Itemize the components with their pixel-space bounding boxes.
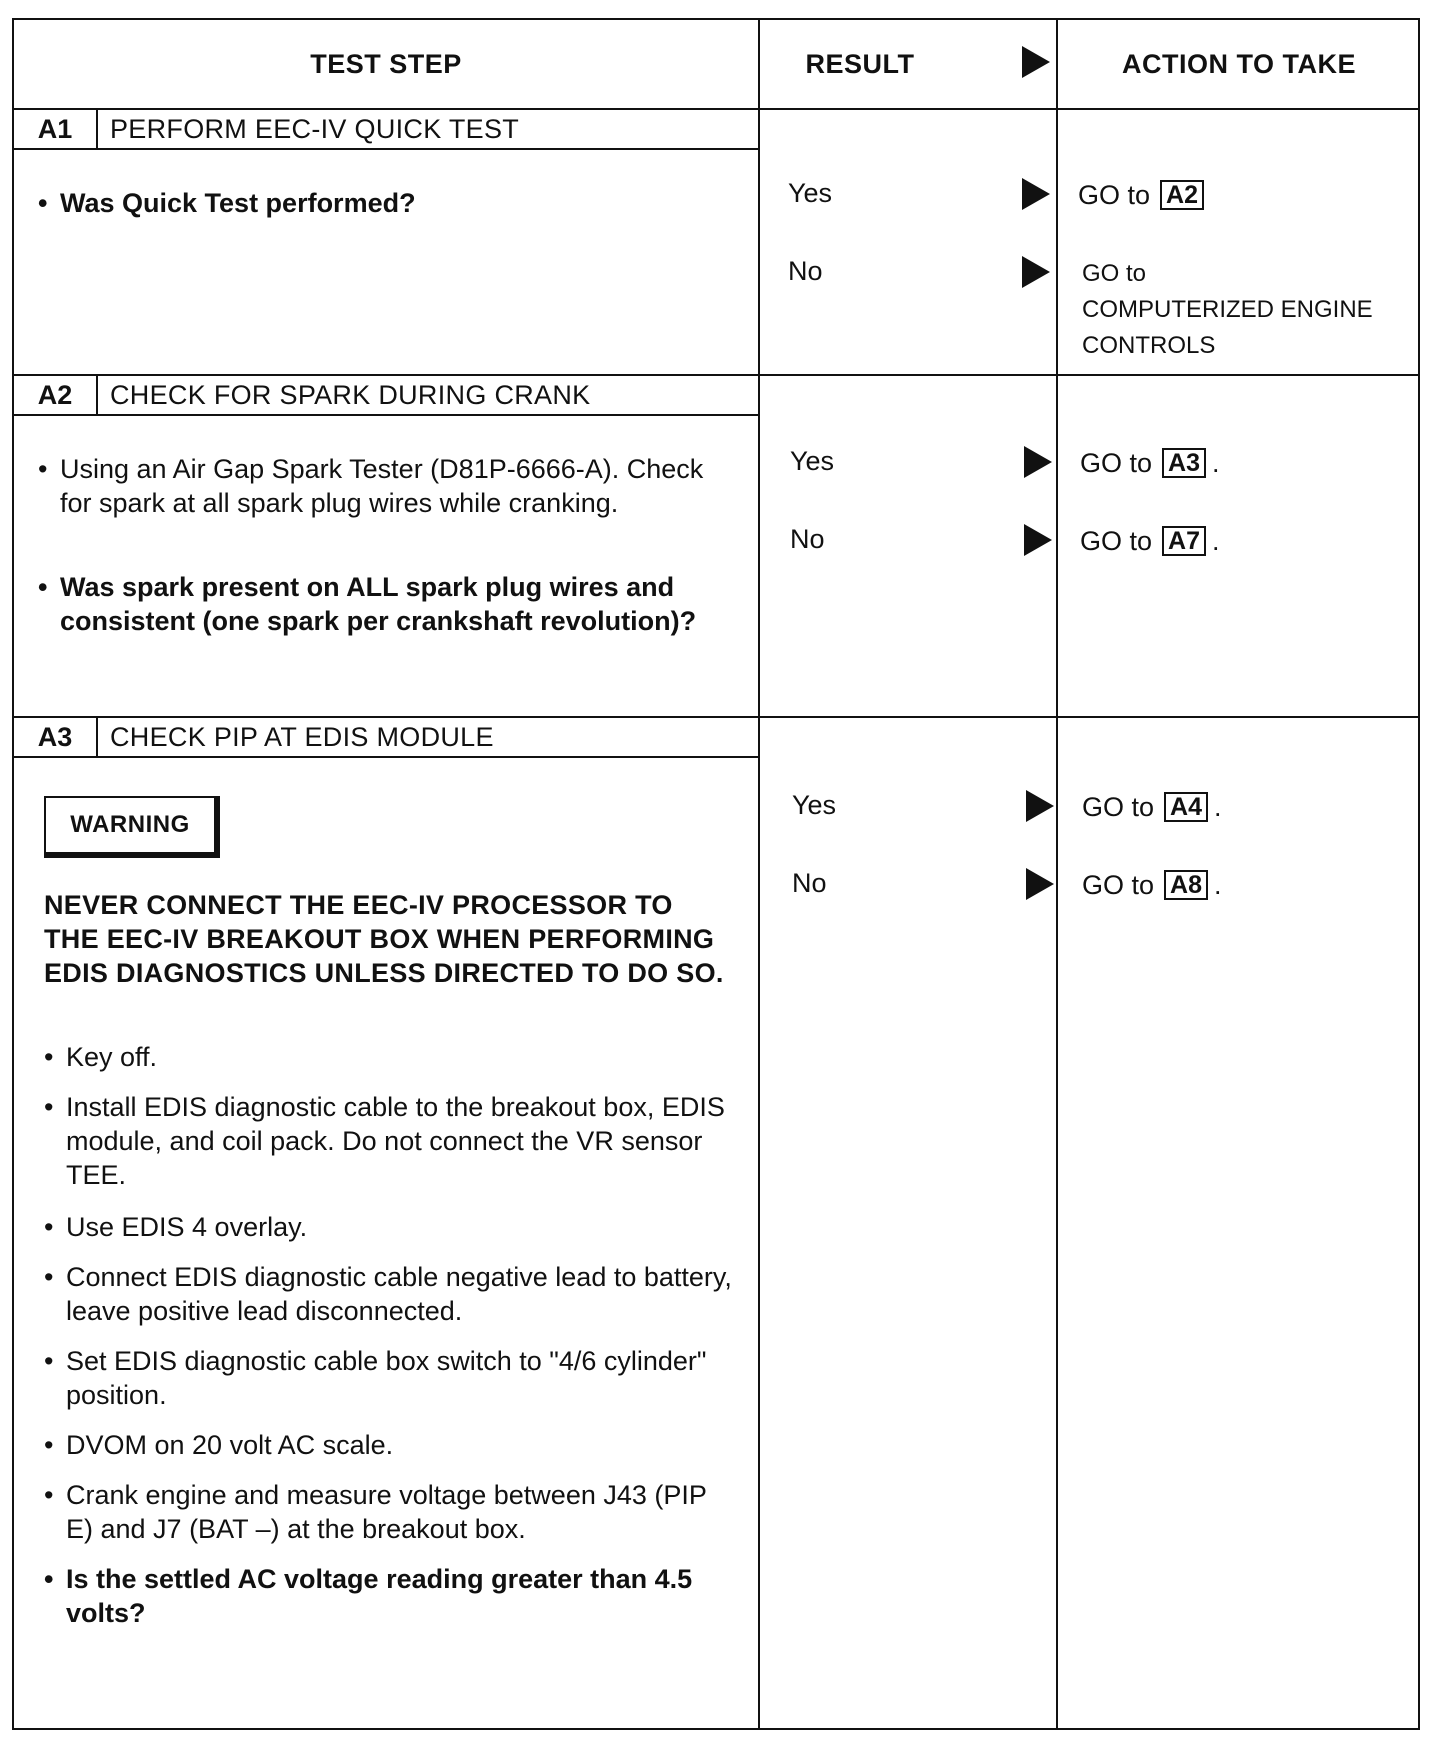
- header-test-step: TEST STEP: [310, 48, 462, 79]
- column-divider-result: [758, 20, 760, 1728]
- step-label-a2: [14, 376, 758, 416]
- action-suffix: .: [1212, 525, 1220, 556]
- step-instruction: • Crank engine and measure voltage between J43 (PIP E) and J7 (BAT –) at the breakout box.: [44, 1478, 734, 1546]
- result-label: Yes: [790, 446, 835, 476]
- result-arrow-icon: [1022, 178, 1050, 210]
- step-label-a1: [14, 110, 758, 150]
- header-arrow-icon: [1022, 46, 1050, 78]
- step-reference: A7: [1162, 526, 1206, 556]
- result-arrow-icon: [1026, 790, 1054, 822]
- result-label: No: [790, 524, 825, 554]
- action-goto-computerized: GO to COMPUTERIZED ENGINE CONTROLS: [1082, 260, 1373, 359]
- step-number: A2: [14, 376, 98, 414]
- action-prefix: GO to: [1082, 869, 1155, 900]
- action-goto: [1082, 868, 1222, 902]
- step-number: A3: [14, 718, 98, 756]
- step-label-a3: [14, 718, 758, 758]
- step-number: A1: [14, 110, 98, 148]
- step-instruction: • Using an Air Gap Spark Tester (D81P-6666-A). Check for spark at all spark plug wires while cranking.: [38, 452, 738, 520]
- action-goto: [1078, 178, 1204, 212]
- step-question: • Was Quick Test performed?: [38, 186, 738, 220]
- action-suffix: .: [1214, 791, 1222, 822]
- column-divider-action: [1056, 20, 1058, 1728]
- header-action: ACTION TO TAKE: [1122, 48, 1356, 79]
- action-prefix: GO to: [1080, 447, 1153, 478]
- action-suffix: .: [1214, 869, 1222, 900]
- step-reference: A3: [1162, 448, 1206, 478]
- step-instruction: • Use EDIS 4 overlay.: [44, 1210, 734, 1244]
- action-suffix: .: [1212, 447, 1220, 478]
- step-question: • Was spark present on ALL spark plug wires and consistent (one spark per crankshaft revolution)?: [38, 570, 738, 638]
- header-result: RESULT: [805, 48, 915, 79]
- step-instruction: • Connect EDIS diagnostic cable negative lead to battery, leave positive lead disconnected.: [44, 1260, 734, 1328]
- step-instruction: • Install EDIS diagnostic cable to the breakout box, EDIS module, and coil pack. Do not connect the VR sensor TEE.: [44, 1090, 734, 1192]
- action-goto: [1080, 524, 1220, 558]
- step-title: CHECK PIP AT EDIS MODULE: [110, 721, 494, 752]
- result-label: No: [788, 256, 823, 286]
- step-title: PERFORM EEC-IV QUICK TEST: [110, 113, 520, 144]
- action-goto: [1080, 446, 1220, 480]
- test-procedure-table: [12, 18, 1420, 1730]
- result-label: No: [792, 868, 827, 898]
- step-instruction: • Key off.: [44, 1040, 734, 1074]
- step-question: • Is the settled AC voltage reading greater than 4.5 volts?: [44, 1562, 734, 1630]
- action-prefix: GO to: [1078, 179, 1151, 210]
- action-prefix: GO to: [1080, 525, 1153, 556]
- warning-label: WARNING: [44, 796, 220, 858]
- step-reference: A2: [1160, 180, 1204, 210]
- result-arrow-icon: [1024, 446, 1052, 478]
- action-goto: [1082, 790, 1222, 824]
- result-arrow-icon: [1026, 868, 1054, 900]
- step-title: CHECK FOR SPARK DURING CRANK: [110, 379, 591, 410]
- result-arrow-icon: [1024, 524, 1052, 556]
- step-reference: A8: [1164, 870, 1208, 900]
- step-instruction: • Set EDIS diagnostic cable box switch to "4/6 cylinder" position.: [44, 1344, 734, 1412]
- warning-text: NEVER CONNECT THE EEC-IV PROCESSOR TO THE EEC-IV BREAKOUT BOX WHEN PERFORMING EDIS DIAGNOSTICS UNLESS DIRECTED TO DO SO.: [44, 890, 724, 988]
- result-label: Yes: [792, 790, 837, 820]
- step-reference: A4: [1164, 792, 1208, 822]
- action-prefix: GO to: [1082, 791, 1155, 822]
- step-instruction: • DVOM on 20 volt AC scale.: [44, 1428, 734, 1462]
- result-label: Yes: [788, 178, 833, 208]
- result-arrow-icon: [1022, 256, 1050, 288]
